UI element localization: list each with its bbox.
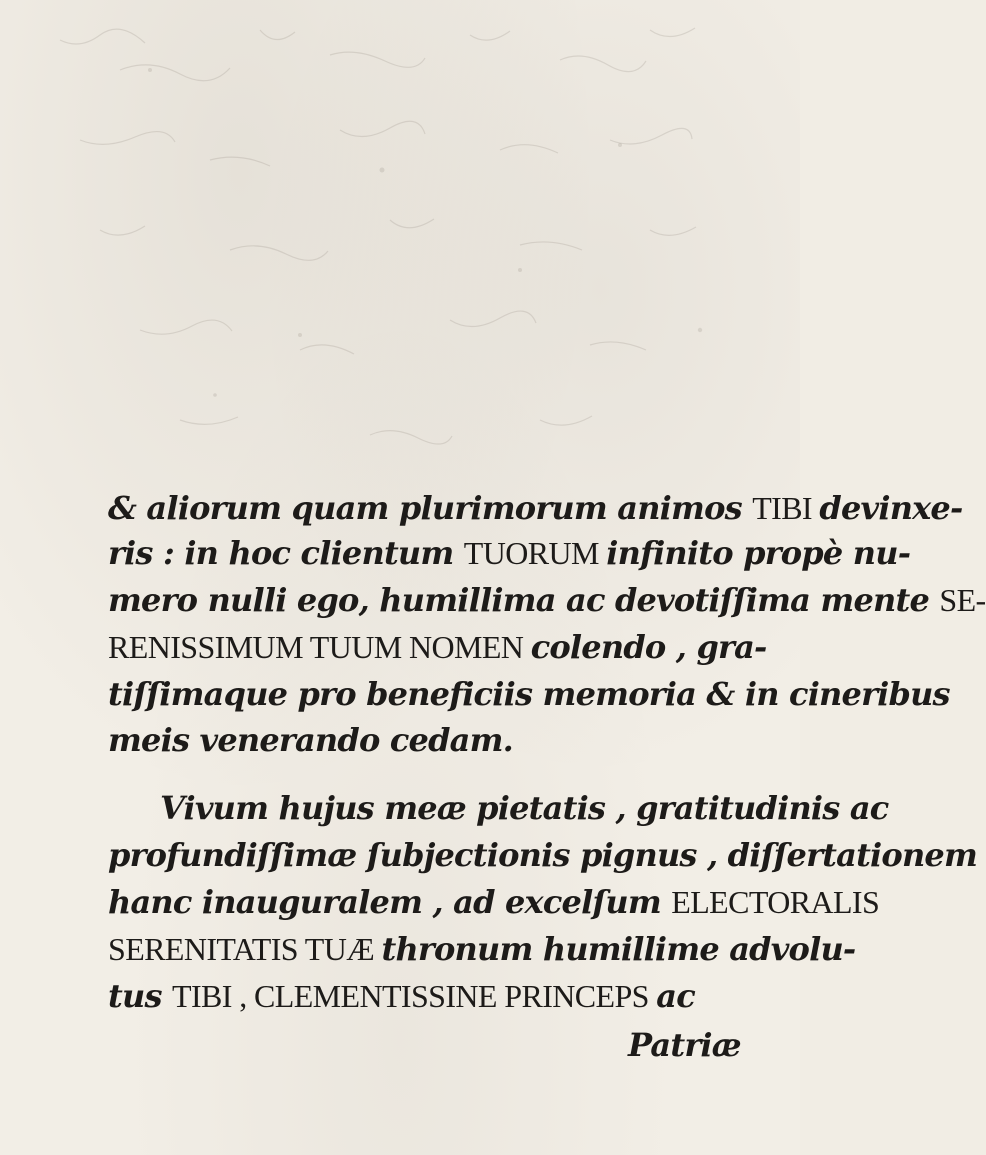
text-line bbox=[108, 835, 977, 875]
roman-text-run: TUORUM bbox=[463, 535, 607, 571]
italic-text-run: tiſſimaque pro beneficiis memoria & in cineribus bbox=[108, 675, 950, 713]
text-line bbox=[108, 720, 513, 760]
italic-text-run: thronum humillime advolu- bbox=[381, 930, 856, 968]
italic-text-run: colendo , gra- bbox=[530, 628, 767, 666]
text-line bbox=[108, 488, 962, 528]
roman-text-run: TIBI , CLEMENTISSINE PRINCEPS bbox=[172, 978, 657, 1014]
italic-text-run: profundiſſimæ ſubjectionis pignus , diſſertationem bbox=[108, 836, 978, 874]
italic-text-run: tus bbox=[108, 977, 173, 1015]
text-line bbox=[108, 674, 950, 714]
italic-text-run: mero nulli ego, humillima ac devotiſſima mente bbox=[108, 581, 940, 619]
text-line bbox=[160, 788, 888, 828]
text-line bbox=[628, 1025, 741, 1065]
roman-text-run: SERENITATIS TUÆ bbox=[108, 931, 382, 967]
italic-text-run: meis venerando cedam. bbox=[108, 721, 513, 759]
italic-text-run: ac bbox=[656, 977, 695, 1015]
roman-text-run: ELECTORALIS bbox=[671, 884, 880, 920]
text-line bbox=[108, 580, 986, 620]
text-line bbox=[108, 627, 767, 667]
show-through-bleed bbox=[0, 0, 800, 470]
italic-text-run: infinito propè nu- bbox=[606, 534, 911, 572]
italic-text-run: Patriæ bbox=[628, 1026, 741, 1064]
text-line bbox=[108, 976, 695, 1016]
roman-text-run: TIBI bbox=[752, 490, 820, 526]
roman-text-run: RENISSIMUM TUUM NOMEN bbox=[108, 629, 531, 665]
italic-text-run: hanc inauguralem , ad excelſum bbox=[108, 883, 672, 921]
italic-text-run: devinxe- bbox=[819, 489, 963, 527]
roman-text-run: SE- bbox=[939, 582, 986, 618]
text-line bbox=[108, 929, 855, 969]
italic-text-run: & aliorum quam plurimorum animos bbox=[108, 489, 753, 527]
italic-text-run: Vivum hujus meæ pietatis , gratitudinis ac bbox=[160, 789, 889, 827]
text-line bbox=[108, 533, 910, 573]
text-line bbox=[108, 882, 879, 922]
italic-text-run: ris : in hoc clientum bbox=[108, 534, 464, 572]
